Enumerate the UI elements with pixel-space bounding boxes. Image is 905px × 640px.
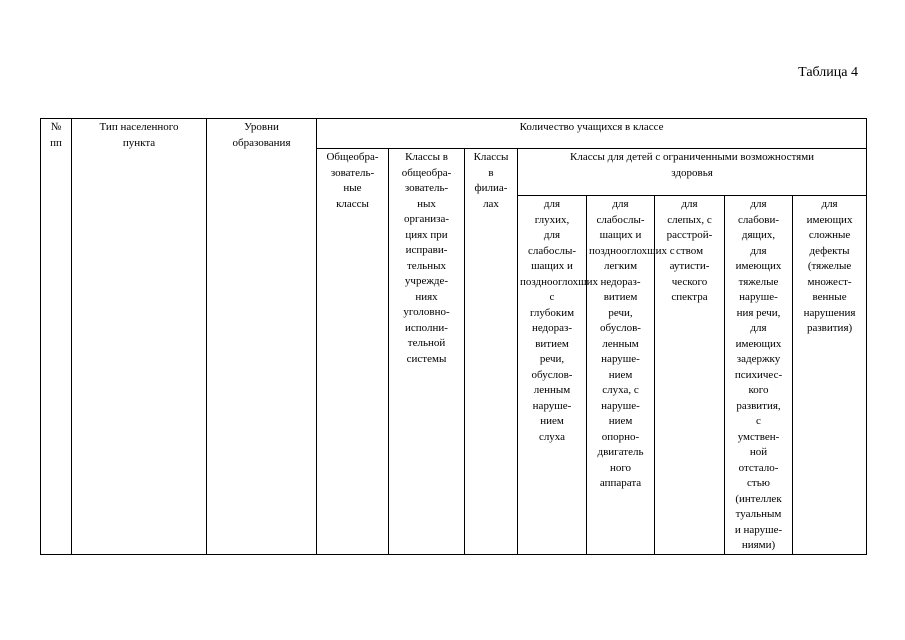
header-text-line: стью: [747, 477, 770, 489]
col-header-special-needs-classes: [518, 149, 867, 196]
students-table: [40, 118, 867, 555]
header-text-line: исполни-: [405, 321, 448, 334]
header-text-line: развития): [806, 322, 853, 334]
header-text-line: филиа-: [474, 182, 508, 194]
header-text-line: глубоким: [529, 306, 575, 319]
header-text-line: позднооглохших: [520, 275, 599, 288]
header-text-line: ческого: [671, 275, 708, 288]
header-text-line: недораз-: [531, 322, 573, 334]
header-text-line: Количество учащихся в классе: [519, 121, 664, 133]
header-text-line: Общеобра-: [326, 151, 379, 163]
header-text-line: для: [750, 322, 767, 334]
header-text-line: двигатель: [597, 446, 644, 458]
header-text-line: организа-: [403, 213, 450, 225]
header-text-line: образования: [232, 136, 291, 149]
header-text-line: №: [50, 121, 62, 133]
col-header-number: [41, 119, 72, 555]
header-text-line: исправи-: [405, 244, 448, 256]
header-text-line: ния речи,: [736, 306, 781, 319]
header-text-line: кого: [748, 384, 769, 396]
header-text-line: наруше-: [601, 399, 640, 412]
col-header-general-classes: [317, 149, 389, 555]
header-text-line: легким: [603, 260, 638, 272]
header-text-line: учрежде-: [404, 275, 449, 287]
header-text-line: глухих,: [534, 213, 570, 226]
header-text-line: и наруше-: [734, 523, 783, 536]
header-text-line: шащих и: [599, 229, 642, 241]
header-text-line: ством: [675, 244, 704, 257]
header-text-line: обуслов-: [600, 322, 641, 334]
header-text-line: Классы: [473, 151, 509, 163]
table-caption: Таблица 4: [798, 65, 858, 80]
header-text-line: нием: [608, 415, 633, 427]
header-text-line: шащих и: [531, 260, 573, 272]
header-text-line: ной: [749, 446, 768, 458]
header-text-line: ниями): [741, 539, 776, 551]
header-text-line: психичес-: [734, 368, 783, 381]
header-text-line: лах: [483, 197, 499, 210]
header-text-line: общеобра-: [401, 166, 452, 179]
header-text-line: Тип населенного: [99, 121, 179, 133]
header-text-line: тяжелые: [738, 275, 779, 288]
header-text-line: здоровья: [671, 166, 713, 179]
header-text-line: для: [543, 229, 561, 241]
header-text-line: наруше-: [532, 399, 572, 412]
header-text-line: слабослы-: [596, 213, 645, 226]
header-text-line: ных: [417, 197, 436, 210]
header-text-line: развития,: [736, 399, 781, 412]
col-header-students-count: [317, 119, 867, 149]
header-text-line: ленным: [602, 337, 639, 350]
header-text-line: имеющих: [735, 260, 782, 272]
header-text-line: опорно-: [601, 430, 640, 443]
header-text-line: аппарата: [599, 477, 642, 489]
header-text-line: ниях: [415, 290, 438, 303]
header-text-line: нием: [608, 368, 633, 381]
header-text-line: обуслов-: [531, 368, 573, 381]
header-text-line: позднооглохших с: [589, 244, 675, 257]
header-text-line: для: [612, 198, 629, 210]
header-text-line: (тяжелые: [807, 260, 852, 272]
col-header-deaf: [518, 196, 599, 555]
header-text-line: циях при: [405, 228, 448, 241]
header-text-line: наруше-: [601, 353, 640, 365]
header-text-line: пункта: [122, 136, 156, 149]
header-text-line: нием: [540, 415, 564, 427]
header-text-line: (интеллек: [735, 492, 782, 505]
header-text-line: слуха: [538, 430, 566, 443]
header-text-line: зователь-: [330, 166, 375, 179]
header-text-line: уголовно-: [403, 306, 450, 318]
header-text-line: имеющих: [806, 213, 853, 226]
header-text-line: аутисти-: [669, 260, 710, 272]
col-header-settlement-type: [72, 119, 207, 555]
col-header-education-level: [207, 119, 317, 555]
header-text-line: системы: [406, 352, 447, 365]
header-text-line: для: [821, 198, 838, 210]
header-text-line: с: [756, 415, 761, 427]
header-text-line: сложные: [808, 229, 851, 241]
header-text-line: недораз-: [600, 275, 641, 288]
header-text-line: пп: [50, 136, 62, 149]
header-text-line: ленным: [533, 384, 571, 396]
header-text-line: отстало-: [738, 461, 779, 474]
header-text-line: имеющих: [735, 337, 782, 350]
header-text-line: наруше-: [739, 291, 778, 303]
header-text-line: венные: [812, 291, 847, 303]
col-header-hard-of-hearing: [587, 196, 675, 555]
header-text-line: тельной: [407, 337, 446, 349]
header-text-line: Классы для детей с ограниченными возможностями: [570, 151, 815, 163]
header-text-line: для: [543, 198, 561, 210]
header-text-line: туальным: [735, 508, 782, 520]
col-header-complex-defects: [793, 196, 867, 555]
header-text-line: в: [488, 166, 494, 179]
header-text-line: ного: [609, 461, 632, 474]
header-text-line: речи,: [539, 353, 565, 365]
header-text-line: Уровни: [244, 121, 279, 133]
header-text-line: ные: [343, 182, 362, 194]
header-text-line: умствен-: [737, 430, 780, 443]
header-text-line: слепых, с: [667, 213, 712, 226]
header-text-line: дефекты: [809, 244, 850, 257]
header-text-line: речи,: [608, 306, 633, 319]
header-text-line: витием: [535, 337, 569, 350]
header-text-line: для: [681, 198, 698, 210]
col-header-branch-classes: [465, 149, 518, 555]
header-text-line: для: [750, 198, 767, 210]
header-text-line: витием: [603, 291, 638, 303]
header-text-line: множест-: [807, 275, 852, 288]
col-header-visually-impaired: [725, 196, 793, 555]
header-text-line: с: [549, 291, 555, 303]
header-text-line: нарушения: [803, 306, 856, 319]
header-text-line: тельных: [407, 259, 446, 272]
header-text-line: расстрой-: [666, 229, 713, 241]
col-header-correctional-classes: [389, 149, 465, 555]
header-text-line: для: [750, 244, 767, 257]
header-text-line: слабови-: [737, 213, 780, 226]
header-text-line: слабослы-: [527, 244, 577, 257]
header-text-line: зователь-: [404, 182, 449, 194]
header-text-line: задержку: [736, 353, 781, 365]
header-text-line: спектра: [671, 291, 708, 303]
header-text-line: Классы в: [405, 151, 448, 163]
header-text-line: дящих,: [741, 229, 776, 241]
header-text-line: слуха, с: [602, 384, 639, 396]
header-text-line: классы: [336, 197, 369, 210]
